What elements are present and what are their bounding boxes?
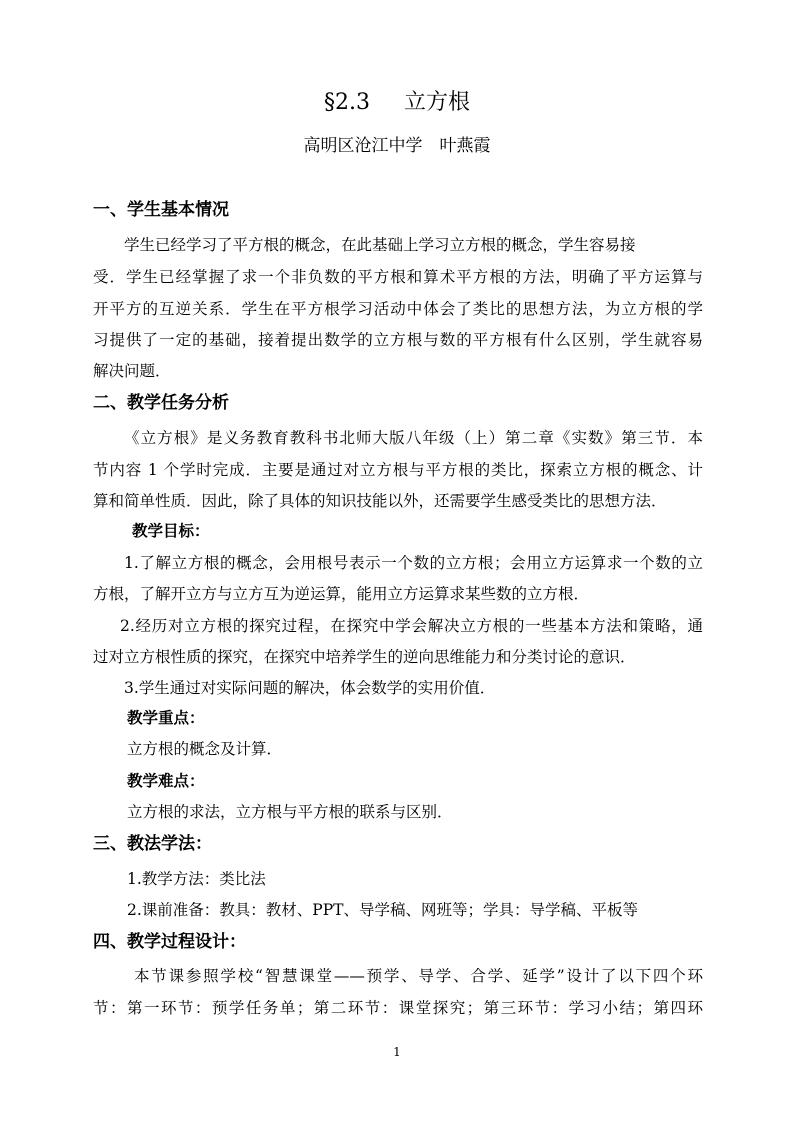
paragraph-line: 本节课参照学校“智慧课堂——预学、导学、合学、延学”设计了以下四个环 xyxy=(134,967,703,985)
page-title xyxy=(0,88,794,118)
list-item: 1.教学方法：类比法 xyxy=(127,870,266,888)
paragraph-line: 节内容 1 个学时完成．主要是通过对立方根与平方根的类比，探索立方根的概念、计 xyxy=(93,461,703,479)
title-text: 立方根 xyxy=(403,90,470,115)
section-heading-3: 三、教法学法： xyxy=(93,834,212,854)
section-number: §2.3 xyxy=(323,90,370,115)
section-heading-2: 二、教学任务分析 xyxy=(93,393,229,413)
section-heading-1: 一、学生基本情况 xyxy=(93,200,229,220)
paragraph-line: 受．学生已经掌握了求一个非负数的平方根和算术平方根的方法，明确了平方运算与 xyxy=(93,268,703,286)
goal-item: 过对立方根性质的探究，在探究中培养学生的逆向思维能力和分类讨论的意识． xyxy=(93,648,636,666)
goal-item: 2.经历对立方根的探究过程，在探究中学会解决立方根的一些基本方法和策略，通 xyxy=(120,617,703,635)
list-item: 2.课前准备：教具：教材、PPT、导学稿、网班等；学具：导学稿、平板等 xyxy=(127,901,638,919)
paragraph-line: 开平方的互逆关系．学生在平方根学习活动中体会了类比的思想方法，为立方根的学 xyxy=(93,300,703,318)
goals-heading: 教学目标： xyxy=(132,522,210,540)
author-line: 高明区沧江中学 叶燕霞 xyxy=(303,136,491,156)
paragraph-line: 算和简单性质．因此，除了具体的知识技能以外，还需要学生感受类比的思想方法． xyxy=(93,492,667,510)
difficult-points-text: 立方根的求法，立方根与平方根的联系与区别． xyxy=(127,803,453,821)
key-points-text: 立方根的概念及计算． xyxy=(127,740,283,758)
goal-item: 1.了解立方根的概念，会用根号表示一个数的立方根；会用立方运算求一个数的立 xyxy=(124,554,703,572)
key-points-heading: 教学重点： xyxy=(127,709,205,727)
paragraph-line: 学生已经学习了平方根的概念，在此基础上学习立方根的概念，学生容易接 xyxy=(124,236,636,254)
page-number: 1 xyxy=(393,1045,401,1059)
section-heading-4: 四、教学过程设计： xyxy=(93,932,246,952)
paragraph-line: 习提供了一定的基础，接着提出数学的立方根与数的平方根有什么区别，学生就容易 xyxy=(93,331,703,349)
goal-item: 3.学生通过对实际问题的解决，体会数学的实用价值． xyxy=(124,679,496,697)
paragraph-line: 解决问题． xyxy=(93,362,171,380)
difficult-points-heading: 教学难点： xyxy=(127,772,205,790)
paragraph-line: 《立方根》是义务教育教科书北师大版八年级（上）第二章《实数》第三节．本 xyxy=(124,429,703,447)
goal-item: 方根，了解开立方与立方互为逆运算，能用立方运算求某些数的立方根． xyxy=(93,585,590,603)
paragraph-line: 节：第一环节：预学任务单；第二环节：课堂探究；第三环节：学习小结；第四环 xyxy=(93,999,703,1017)
